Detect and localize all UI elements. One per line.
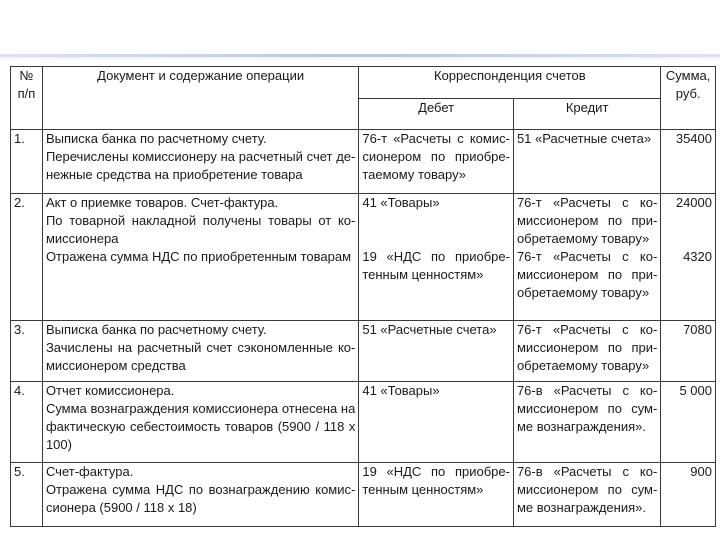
debit-line: 19 «НДС по приобре- [362, 249, 510, 264]
row-credit [513, 321, 660, 382]
header-number-label: № п/п [17, 68, 36, 101]
sum-value: 5 000 [679, 383, 712, 398]
debit-line: 19 «НДС по приобре- [362, 464, 510, 479]
credit-line: миссионером по при- [516, 213, 658, 228]
row-sum [661, 321, 716, 382]
row-document [42, 194, 358, 321]
doc-line: Счет-фактура. [45, 464, 134, 479]
doc-line: Отражена сумма НДС по приобретенным товарам [45, 249, 352, 264]
credit-line: 76-в «Расчеты с ко- [516, 464, 658, 479]
row-sum [661, 382, 716, 463]
credit-line: 76-в «Расчеты с ко- [516, 383, 658, 398]
header-document [42, 67, 358, 130]
table-row [11, 194, 716, 321]
table-row [11, 382, 716, 463]
debit-line: таемому товару» [362, 167, 466, 182]
row-document [42, 321, 358, 382]
debit-line: 76-т «Расчеты с комис- [362, 131, 510, 146]
row-number [11, 130, 43, 194]
doc-line: сионера (5900 / 118 х 18) [45, 500, 197, 515]
row-document [42, 130, 358, 194]
credit-line: обретаемому товару» [516, 231, 650, 246]
table-row [11, 463, 716, 527]
header-sum-label: Сумма, руб. [665, 68, 711, 101]
doc-line: Выписка банка по расчетному счету. [45, 131, 267, 146]
credit-line: ме вознаграждения». [516, 419, 646, 434]
row-number [11, 463, 43, 527]
credit-line: 51 «Расчетные счета» [516, 131, 652, 146]
row-number-text: 5. [14, 464, 25, 479]
header-divider-shadow [0, 57, 720, 61]
doc-line: Перечислены комиссионеру на расчетный счет де- [45, 149, 356, 164]
header-credit-label: Кредит [565, 99, 609, 115]
row-number [11, 194, 43, 321]
doc-line: фактическую себестоимость товаров (5900 / 118 х [45, 419, 356, 434]
spacer [664, 230, 712, 248]
debit-line: 41 «Товары» [362, 383, 440, 398]
doc-line: миссионера [45, 231, 119, 246]
sum-value: 4320 [683, 249, 712, 264]
header-document-label: Документ и содержание операции [97, 68, 305, 83]
spacer [664, 212, 712, 230]
doc-line: Акт о приемке товаров. Счет-фактура. [45, 195, 279, 210]
sum-value: 24000 [675, 195, 712, 210]
credit-line: 76-т «Расчеты с ко- [516, 249, 658, 264]
credit-line: миссионером по сум- [516, 401, 658, 416]
credit-line: 76-т «Расчеты с ко- [516, 322, 658, 337]
row-credit [513, 130, 660, 194]
credit-line: миссионером по сум- [516, 482, 658, 497]
debit-line: 51 «Расчетные счета» [362, 322, 497, 337]
row-debit [359, 382, 514, 463]
debit-line: тенным ценностям» [362, 267, 484, 282]
credit-line: обретаемому товару» [516, 285, 650, 300]
row-credit [513, 382, 660, 463]
row-sum [661, 463, 716, 527]
row-document [42, 463, 358, 527]
row-number-text: 2. [14, 195, 25, 210]
doc-line: Выписка банка по расчетному счету. [45, 322, 267, 337]
sum-value: 35400 [675, 131, 712, 146]
doc-line: Отчет комиссионера. [45, 383, 175, 398]
row-number-text: 3. [14, 322, 25, 337]
row-credit [513, 194, 660, 321]
row-document [42, 382, 358, 463]
row-sum [661, 130, 716, 194]
credit-line: миссионером по при- [516, 267, 658, 282]
doc-line: Сумма вознаграждения комиссионера отнесена на [45, 401, 356, 416]
debit-line: 41 «Товары» [362, 195, 440, 210]
doc-line: Отражена сумма НДС по вознаграждению комис- [45, 482, 356, 497]
credit-line: 76-т «Расчеты с ко- [516, 195, 658, 210]
header-correspondence [359, 67, 661, 99]
header-debit [359, 98, 514, 130]
doc-line: Зачислены на расчетный счет сэкономленные ко- [45, 340, 356, 355]
row-debit [359, 194, 514, 321]
doc-line: По товарной накладной получены товары от ко- [45, 213, 356, 228]
row-debit [359, 130, 514, 194]
doc-line: миссионером средства [45, 358, 186, 373]
spacer [362, 230, 510, 248]
table-header-row [11, 67, 716, 99]
debit-line: тенным ценностям» [362, 482, 484, 497]
credit-line: обретаемому товару» [516, 358, 650, 373]
row-debit [359, 321, 514, 382]
header-debit-label: Дебет [418, 99, 455, 115]
credit-line: миссионером по при- [516, 340, 658, 355]
doc-line: 100) [45, 437, 72, 452]
row-number [11, 382, 43, 463]
accounting-entries-table [10, 66, 716, 527]
row-number-text: 4. [14, 383, 25, 398]
header-number [11, 67, 43, 130]
spacer [362, 212, 510, 230]
row-debit [359, 463, 514, 527]
table-row [11, 130, 716, 194]
sum-value: 900 [690, 464, 712, 479]
row-credit [513, 463, 660, 527]
debit-line: сионером по приобре- [362, 149, 510, 164]
header-sum [661, 67, 716, 130]
row-number-text: 1. [14, 131, 25, 146]
header-correspondence-label: Корреспонденция счетов [434, 68, 586, 83]
credit-line: ме вознаграждения». [516, 500, 646, 515]
table-row [11, 321, 716, 382]
row-sum [661, 194, 716, 321]
doc-line: нежные средства на приобретение товара [45, 167, 303, 182]
sum-value: 7080 [683, 322, 712, 337]
header-credit [513, 98, 660, 130]
row-number [11, 321, 43, 382]
